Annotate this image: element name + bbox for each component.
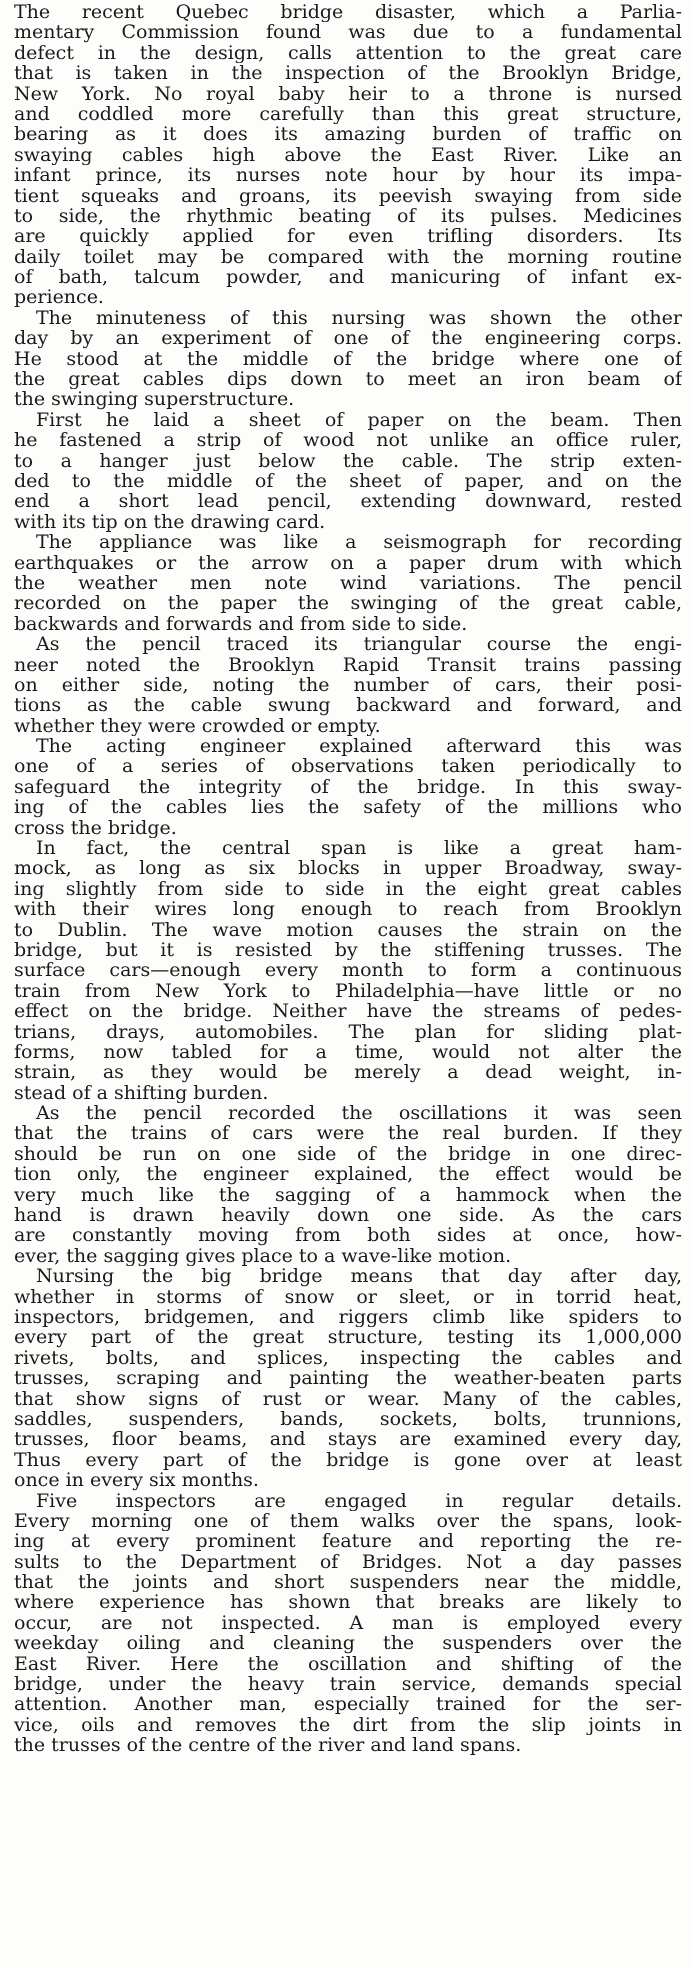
article-line: cross the bridge.	[14, 817, 177, 839]
article-line: ing slightly from side to side in the eight great cables	[14, 878, 682, 900]
article-line: occur, are not inspected. A man is employed every	[14, 1612, 682, 1634]
article-paragraph	[14, 838, 682, 1103]
article-line: saddles, suspenders, bands, sockets, bolts, trunnions,	[14, 1408, 682, 1430]
article-line: daily toilet may be compared with the morning routine	[14, 246, 682, 268]
article-line: effect on the bridge. Neither have the streams of pedes-	[14, 1001, 682, 1022]
article-line: mentary Commission found was due to a fundamental	[14, 22, 682, 43]
article-paragraph	[14, 1103, 682, 1266]
article-line: trusses, scraping and painting the weather-beaten parts	[14, 1368, 682, 1389]
article-line: attention. Another man, especially trained for the ser-	[14, 1694, 682, 1715]
article-line: that the trains of cars were the real burden. If they	[14, 1123, 682, 1144]
article-paragraph	[14, 2, 682, 308]
article-line: trians, drays, automobiles. The plan for sliding plat-	[14, 1021, 682, 1042]
article-line: vice, oils and removes the dirt from the slip joints in	[14, 1714, 682, 1736]
article-line: backwards and forwards and from side to side.	[14, 613, 468, 635]
article-line: New York. No royal baby heir to a throne is nursed	[14, 83, 682, 104]
article-line: bridge, but it is resisted by the stiffening trusses. The	[14, 939, 682, 961]
article-line: bearing as it does its amazing burden of traffic on	[14, 124, 682, 145]
article-line: that the joints and short suspenders near the middle,	[14, 1572, 682, 1593]
article-line: weekday oiling and cleaning the suspenders over the	[14, 1633, 682, 1654]
article-line: mock, as long as six blocks in upper Broadway, sway-	[14, 858, 682, 879]
article-line: with its tip on the drawing card.	[14, 511, 326, 533]
article-line: Five inspectors are engaged in regular details.	[36, 1490, 682, 1511]
article-line: are quickly applied for even trifling disorders. Its	[14, 226, 682, 247]
article-line: ever, the sagging gives place to a wave-like motion.	[14, 1245, 512, 1267]
article-line: stead of a shifting burden.	[14, 1082, 269, 1104]
article-line: forms, now tabled for a time, would not alter the	[14, 1041, 682, 1063]
article-line: very much like the sagging of a hammock when the	[14, 1184, 682, 1206]
article-line: bridge, under the heavy train service, demands special	[14, 1674, 682, 1695]
article-line: on either side, noting the number of cars, their posi-	[14, 674, 682, 696]
article-line: tion only, the engineer explained, the effect would be	[14, 1164, 682, 1185]
article-line: trusses, floor beams, and stays are examined every day,	[14, 1429, 682, 1450]
article-line: day by an experiment of one of the engineering corps.	[14, 328, 682, 349]
article-line: inspectors, bridgemen, and riggers climb like spiders to	[14, 1307, 682, 1328]
article-line: whether they were crowded or empty.	[14, 715, 381, 737]
article-line: to a hanger just below the cable. The strip exten-	[14, 450, 682, 471]
article-line: tient squeaks and groans, its peevish swaying from side	[14, 185, 682, 206]
article-line: of bath, talcum powder, and manicuring of infant ex-	[14, 267, 682, 288]
article-paragraph	[14, 736, 682, 838]
article-line: once in every six months.	[14, 1470, 259, 1491]
article-line: the great cables dips down to meet an iron beam of	[14, 369, 682, 390]
article-line: The recent Quebec bridge disaster, which a Parlia-	[14, 2, 682, 23]
article-line: recorded on the paper the swinging of the great cable,	[14, 593, 682, 614]
article-line: where experience has shown that breaks are likely to	[14, 1592, 682, 1613]
article-line: train from New York to Philadelphia—have little or no	[14, 980, 682, 1002]
article-line: end a short lead pencil, extending downward, rested	[14, 491, 682, 512]
article-line: defect in the design, calls attention to the great care	[14, 42, 682, 64]
article-line: swaying cables high above the East River. Like an	[14, 144, 682, 166]
article-line: whether in storms of snow or sleet, or in torrid heat,	[14, 1286, 682, 1307]
article-line: that show signs of rust or wear. Many of the cables,	[14, 1388, 682, 1409]
article-line: perience.	[14, 287, 104, 308]
article-line: the swinging superstructure.	[14, 389, 295, 410]
article-line: Every morning one of them walks over the spans, look-	[14, 1510, 682, 1532]
article-paragraph	[14, 308, 682, 410]
article-line: safeguard the integrity of the bridge. In this sway-	[14, 776, 682, 798]
article-paragraph	[14, 634, 682, 736]
article-line: ing at every prominent feature and reporting the re-	[14, 1531, 682, 1552]
article-line: surface cars—enough every month to form a continuous	[14, 960, 682, 981]
article-line: should be run on one side of the bridge in one direc-	[14, 1143, 682, 1165]
article-line: The appliance was like a seismograph for recording	[36, 532, 682, 553]
article-line: Thus every part of the bridge is gone over at least	[14, 1449, 682, 1471]
article-line: that is taken in the inspection of the Brooklyn Bridge,	[14, 63, 682, 84]
article-line: earthquakes or the arrow on a paper drum with which	[14, 552, 682, 573]
article-line: Nursing the big bridge means that day after day,	[36, 1266, 682, 1287]
article-line: to side, the rhythmic beating of its pulses. Medicines	[14, 205, 682, 227]
article-line: As the pencil traced its triangular course the engi-	[36, 634, 682, 655]
article-line: In fact, the central span is like a great ham-	[36, 838, 682, 859]
article-line: every part of the great structure, testing its 1,000,000	[14, 1327, 682, 1348]
article-paragraph	[14, 1491, 682, 1756]
article-paragraph	[14, 1266, 682, 1490]
article-line: one of a series of observations taken periodically to	[14, 756, 682, 777]
article-line: ing of the cables lies the safety of the millions who	[14, 797, 682, 818]
article-line: The acting engineer explained afterward this was	[36, 736, 682, 757]
article-line: the trusses of the centre of the river and land spans.	[14, 1735, 522, 1756]
article-line: to Dublin. The wave motion causes the strain on the	[14, 919, 682, 940]
article-line: tions as the cable swung backward and forward, and	[14, 695, 682, 716]
article-line: hand is drawn heavily down one side. As the cars	[14, 1205, 682, 1226]
article-line: infant prince, its nurses note hour by hour its impa-	[14, 165, 682, 186]
article-line: neer noted the Brooklyn Rapid Transit trains passing	[14, 654, 682, 675]
article-line: strain, as they would be merely a dead weight, in-	[14, 1062, 682, 1083]
article-paragraph	[14, 410, 682, 532]
article-line: and coddled more carefully than this great structure,	[14, 103, 682, 125]
article-line: are constantly moving from both sides at once, how-	[14, 1225, 682, 1246]
article-line: ded to the middle of the sheet of paper, and on the	[14, 470, 682, 492]
article-line: the weather men note wind variations. The pencil	[14, 572, 682, 594]
article-line: he fastened a strip of wood not unlike an office ruler,	[14, 430, 682, 451]
article-line: As the pencil recorded the oscillations it was seen	[36, 1103, 682, 1124]
article-line: First he laid a sheet of paper on the beam. Then	[36, 409, 682, 431]
article-paragraph	[14, 532, 682, 634]
article-line: He stood at the middle of the bridge where one of	[14, 348, 682, 370]
article-line: with their wires long enough to reach from Brooklyn	[14, 899, 682, 920]
article-line: sults to the Department of Bridges. Not a day passes	[14, 1551, 682, 1573]
article-line: East River. Here the oscillation and shifting of the	[14, 1653, 682, 1675]
article-line: The minuteness of this nursing was shown the other	[36, 307, 682, 329]
article-line: rivets, bolts, and splices, inspecting the cables and	[14, 1347, 682, 1369]
article-body	[14, 2, 682, 1756]
